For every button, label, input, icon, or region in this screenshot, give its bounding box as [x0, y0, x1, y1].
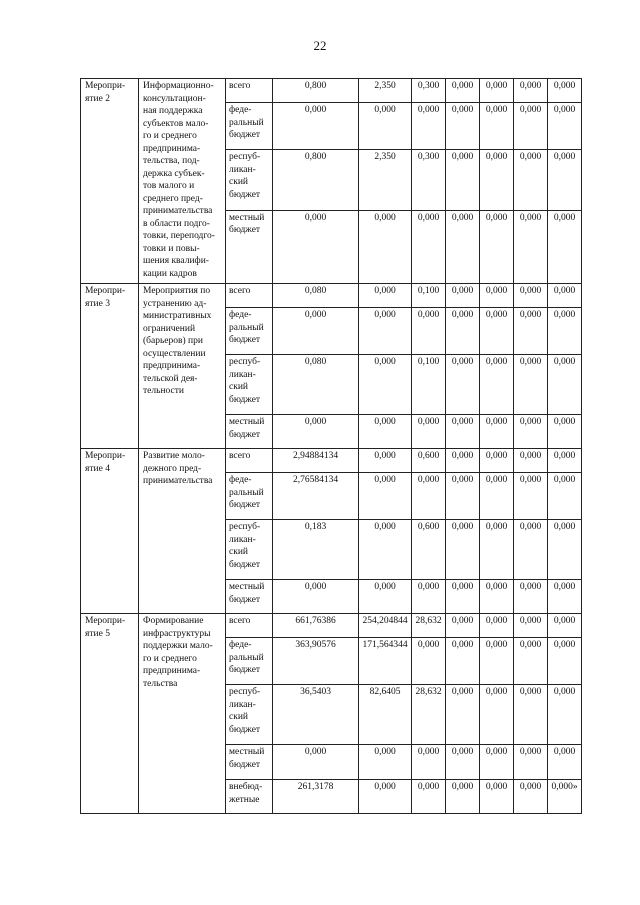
funding-value: 0,000: [548, 210, 582, 283]
funding-value: 0,000: [548, 614, 582, 638]
funding-value: 0,000: [446, 284, 480, 308]
funding-value: 0,000: [446, 308, 480, 355]
funding-value: 0,000: [514, 520, 548, 580]
funding-value: 0,000: [480, 150, 514, 210]
funding-value: 0,000: [359, 580, 412, 614]
funding-value: 0,000: [514, 780, 548, 814]
measure-code: Меропри- ятие 3: [81, 284, 139, 449]
funding-value: 0,000: [548, 745, 582, 780]
funding-value: 0,000: [548, 473, 582, 520]
funding-value: 0,000: [480, 449, 514, 473]
measure-description: Информационно- консультацион- ная поддержка субъектов мало- го и среднего предпринима- тельства, под- держка субъек- тов малого и среднего пред- принимательства в области подго- товки, переподго- товки и повы- шения квалифи- кации кадров: [139, 79, 226, 284]
funding-value: 0,000: [359, 745, 412, 780]
funding-value: 0,000: [514, 638, 548, 685]
funding-value: 0,000: [412, 308, 446, 355]
funding-value: 0,000: [548, 284, 582, 308]
funding-value: 0,000: [446, 614, 480, 638]
funding-value: 0,000: [446, 415, 480, 449]
funding-value: 0,000: [446, 473, 480, 520]
funding-source: внебюд- жетные: [226, 780, 273, 814]
funding-value: 0,000: [514, 79, 548, 103]
funding-value: 2,94884134: [273, 449, 359, 473]
funding-value: 0,000: [446, 685, 480, 745]
funding-value: 0,000: [359, 355, 412, 415]
funding-value: 0,080: [273, 355, 359, 415]
funding-value: 0,000: [412, 473, 446, 520]
funding-source: феде- ральный бюджет: [226, 308, 273, 355]
funding-value: 0,000: [446, 79, 480, 103]
funding-value: 0,000: [548, 308, 582, 355]
funding-value: 0,000: [480, 638, 514, 685]
funding-value: 171,564344: [359, 638, 412, 685]
funding-value: 0,000: [273, 580, 359, 614]
funding-value: 0,000: [480, 79, 514, 103]
funding-source: местный бюджет: [226, 745, 273, 780]
funding-value: 36,5403: [273, 685, 359, 745]
funding-value: 0,000: [359, 780, 412, 814]
funding-value: 0,600: [412, 449, 446, 473]
funding-value: 0,000: [446, 638, 480, 685]
table-row: [81, 79, 582, 103]
funding-value: 0,000: [480, 415, 514, 449]
funding-source: феде- ральный бюджет: [226, 473, 273, 520]
funding-value: 0,000: [514, 103, 548, 150]
funding-value: 0,000: [446, 150, 480, 210]
funding-value: 0,000: [514, 355, 548, 415]
funding-value: 82,6405: [359, 685, 412, 745]
funding-value: 0,000: [548, 685, 582, 745]
funding-value: 0,000: [480, 284, 514, 308]
funding-source: всего: [226, 449, 273, 473]
table-row: [81, 449, 582, 473]
funding-value: 0,000: [548, 355, 582, 415]
funding-value: 0,000: [446, 210, 480, 283]
funding-value: 261,3178: [273, 780, 359, 814]
funding-value: 0,000: [273, 308, 359, 355]
funding-value: 0,000: [359, 415, 412, 449]
funding-value: 0,000: [548, 580, 582, 614]
funding-value: 0,000: [480, 745, 514, 780]
funding-value: 0,000: [412, 210, 446, 283]
funding-source: феде- ральный бюджет: [226, 638, 273, 685]
funding-value: 0,000: [480, 473, 514, 520]
funding-value: 0,000: [514, 745, 548, 780]
funding-value: 0,000: [514, 210, 548, 283]
funding-value: 0,000: [446, 580, 480, 614]
funding-value: 0,000: [548, 103, 582, 150]
funding-value: 0,000: [446, 780, 480, 814]
table-row: [81, 614, 582, 638]
funding-value: 0,000: [359, 449, 412, 473]
funding-source: респуб- ликан- ский бюджет: [226, 355, 273, 415]
funding-value: 0,000: [480, 520, 514, 580]
funding-value: 661,76386: [273, 614, 359, 638]
funding-value: 2,350: [359, 150, 412, 210]
funding-value: 0,000: [548, 415, 582, 449]
funding-value: 0,000: [412, 103, 446, 150]
funding-source: респуб- ликан- ский бюджет: [226, 150, 273, 210]
funding-source: всего: [226, 284, 273, 308]
funding-source: местный бюджет: [226, 580, 273, 614]
funding-value: 0,000: [514, 415, 548, 449]
funding-value: 0,000: [273, 415, 359, 449]
funding-source: всего: [226, 614, 273, 638]
measure-code: Меропри- ятие 5: [81, 614, 139, 814]
funding-value: 0,000: [514, 685, 548, 745]
funding-value: 0,300: [412, 150, 446, 210]
funding-value: 0,000: [480, 355, 514, 415]
funding-value: 0,000: [412, 745, 446, 780]
funding-value: 0,000: [412, 638, 446, 685]
funding-value: 2,76584134: [273, 473, 359, 520]
funding-value: 0,100: [412, 284, 446, 308]
funding-value: 2,350: [359, 79, 412, 103]
funding-value: 0,000: [514, 150, 548, 210]
funding-value: 28,632: [412, 614, 446, 638]
funding-value: 0,000: [480, 210, 514, 283]
funding-value: 0,000: [446, 449, 480, 473]
funding-value: 0,000: [412, 580, 446, 614]
measure-code: Меропри- ятие 4: [81, 449, 139, 614]
funding-value: 0,000: [446, 745, 480, 780]
funding-value: 0,000: [514, 449, 548, 473]
funding-value: 0,000: [446, 520, 480, 580]
funding-source: местный бюджет: [226, 415, 273, 449]
funding-value: 0,000: [446, 103, 480, 150]
funding-value: 0,000: [514, 308, 548, 355]
funding-value: 0,000: [359, 473, 412, 520]
funding-value: 363,90576: [273, 638, 359, 685]
funding-value: 28,632: [412, 685, 446, 745]
funding-value: 0,300: [412, 79, 446, 103]
funding-value: 0,080: [273, 284, 359, 308]
funding-value: 0,000: [412, 415, 446, 449]
funding-value: 0,800: [273, 79, 359, 103]
measure-description: Мероприятия по устранению ад- министративных ограничений (барьеров) при осуществлении предпринима- тельской дея- тельности: [139, 284, 226, 449]
funding-value: 0,000: [548, 79, 582, 103]
page-number: 22: [313, 38, 327, 53]
funding-value: 0,100: [412, 355, 446, 415]
funding-value: 0,000: [412, 780, 446, 814]
table-row: [81, 284, 582, 308]
funding-value: 0,000: [514, 284, 548, 308]
funding-value: 0,000: [480, 685, 514, 745]
funding-source: феде- ральный бюджет: [226, 103, 273, 150]
funding-value: 0,000: [514, 580, 548, 614]
funding-value: 0,000: [273, 745, 359, 780]
funding-value: 0,183: [273, 520, 359, 580]
funding-value: 0,000»: [548, 780, 582, 814]
funding-source: респуб- ликан- ский бюджет: [226, 520, 273, 580]
funding-value: 0,000: [480, 780, 514, 814]
funding-value: 0,000: [548, 150, 582, 210]
funding-value: 0,000: [480, 103, 514, 150]
funding-value: 0,000: [514, 614, 548, 638]
funding-value: 0,000: [359, 103, 412, 150]
funding-value: 0,000: [359, 308, 412, 355]
funding-value: 0,000: [359, 284, 412, 308]
funding-value: 0,000: [480, 308, 514, 355]
funding-source: местный бюджет: [226, 210, 273, 283]
funding-value: 0,000: [480, 614, 514, 638]
funding-value: 0,000: [273, 103, 359, 150]
funding-value: 0,000: [359, 520, 412, 580]
funding-value: 0,000: [548, 638, 582, 685]
measure-description: Развитие моло- дежного пред- принимательства: [139, 449, 226, 614]
funding-value: 0,600: [412, 520, 446, 580]
measure-code: Меропри- ятие 2: [81, 79, 139, 284]
funding-value: 0,800: [273, 150, 359, 210]
funding-value: 0,000: [514, 473, 548, 520]
funding-value: 0,000: [548, 520, 582, 580]
funding-value: 0,000: [273, 210, 359, 283]
funding-value: 254,204844: [359, 614, 412, 638]
funding-value: 0,000: [548, 449, 582, 473]
funding-table: [80, 78, 582, 814]
measure-description: Формирование инфраструктуры поддержки мало- го и среднего предпринима- тельства: [139, 614, 226, 814]
funding-source: респуб- ликан- ский бюджет: [226, 685, 273, 745]
funding-value: 0,000: [359, 210, 412, 283]
funding-value: 0,000: [446, 355, 480, 415]
funding-source: всего: [226, 79, 273, 103]
funding-value: 0,000: [480, 580, 514, 614]
